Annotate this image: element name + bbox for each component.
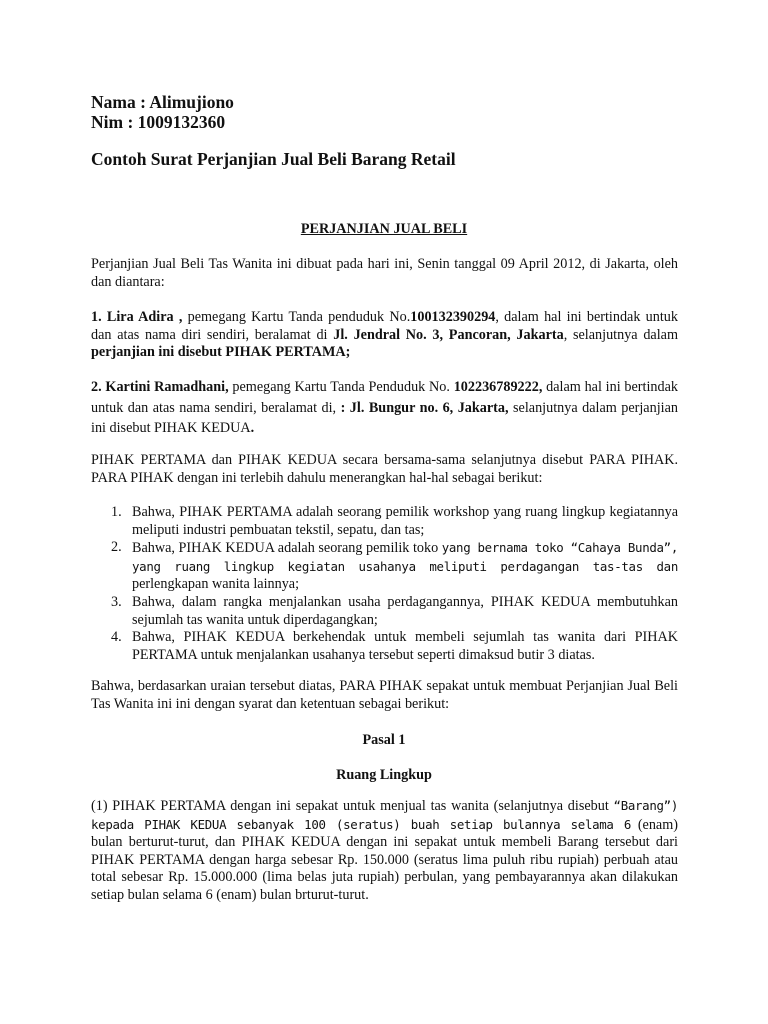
list-item: 2. Bahwa, PIHAK KEDUA adalah seorang pemilik toko yang bernama toko “Cahaya Bunda”, yang ruang lingkup kegiatan usahanya meliputi perdagangan tas-tas dan perlengkapan wanita lainnya; xyxy=(111,539,678,593)
student-name: Nama : Alimujiono xyxy=(91,92,234,112)
closing-paragraph: Bahwa, berdasarkan uraian tersebut diatas, PARA PIHAK sepakat untuk membuat Perjanjian Jual Beli Tas Wanita ini ini dengan syarat dan ketentuan sebagai berikut: xyxy=(91,678,678,712)
parties-paragraph: PIHAK PERTAMA dan PIHAK KEDUA secara bersama-sama selanjutnya disebut PARA PIHAK. PARA PIHAK dengan ini terlebih dahulu menerangkan hal-hal sebagai berikut: xyxy=(91,452,678,486)
article-body: (1) PIHAK PERTAMA dengan ini sepakat untuk menjual tas wanita (selanjutnya disebut “Barang”) kepada PIHAK KEDUA sebanyak 100 (seratus) buah setiap bulannya selama 6 (enam) bulan berturut-turut, dan PIHAK KEDUA dengan ini sepakat untuk membeli Barang tersebut dari PIHAK PERTAMA dengan harga sebesar Rp. 150.000 (seratus lima puluh ribu rupiah) perbuah atau total sebesar Rp. 15.000.000 (lima belas juta rupiah) perbulan, yang pembayarannya akan dilakukan setiap bulan selama 6 (enam) bulan brturut-turut. xyxy=(91,798,678,903)
recitals-list xyxy=(91,504,678,664)
document-heading: Contoh Surat Perjanjian Jual Beli Barang Retail xyxy=(91,149,456,169)
intro-paragraph: Perjanjian Jual Beli Tas Wanita ini dibuat pada hari ini, Senin tanggal 09 April 2012, di Jakarta, oleh dan diantara: xyxy=(91,256,678,290)
article-title: Ruang Lingkup xyxy=(336,767,432,783)
list-item: 3. Bahwa, dalam rangka menjalankan usaha perdagangannya, PIHAK KEDUA membutuhkan sejumlah tas wanita untuk diperdagangkan; xyxy=(111,593,678,628)
party-two-name: 2. Kartini Ramadhani, xyxy=(91,379,229,395)
party-one-paragraph: 1. Lira Adira , pemegang Kartu Tanda penduduk No.100132390294, dalam hal ini bertindak untuk dan atas nama diri sendiri, beralamat di Jl. Jendral No. 3, Pancoran, Jakarta, selanjutnya dalam perjanjian ini disebut PIHAK PERTAMA; xyxy=(91,309,678,361)
party-two-id: 102236789222, xyxy=(453,379,543,395)
party-two-paragraph: 2. Kartini Ramadhani, pemegang Kartu Tanda Penduduk No. 102236789222, dalam hal ini bertindak untuk dan atas nama sendiri, beralamat di, : Jl. Bungur no. 6, Jakarta, selanjutnya dalam perjanjian ini disebut PIHAK KEDUA. xyxy=(91,379,678,436)
party-one-designation: perjanjian ini disebut PIHAK PERTAMA; xyxy=(91,344,351,361)
student-nim: Nim : 1009132360 xyxy=(91,112,226,132)
list-item: 1. Bahwa, PIHAK PERTAMA adalah seorang pemilik workshop yang ruang lingkup kegiatannya meliputi industri pembuatan tekstil, sepatu, dan tas; xyxy=(111,504,678,538)
party-one-name: 1. Lira Adira , xyxy=(91,309,183,325)
article-number: Pasal 1 xyxy=(362,732,406,748)
list-item: 4. Bahwa, PIHAK KEDUA berkehendak untuk membeli sejumlah tas wanita dari PIHAK PERTAMA untuk menjalankan usahanya tersebut seperti dimaksud butir 3 diatas. xyxy=(111,629,678,663)
agreement-title: PERJANJIAN JUAL BELI xyxy=(300,221,468,237)
party-one-address: Jl. Jendral No. 3, Pancoran, Jakarta xyxy=(333,326,564,343)
party-two-address: : Jl. Bungur no. 6, Jakarta, xyxy=(340,399,509,416)
party-one-id: 100132390294 xyxy=(410,309,496,325)
